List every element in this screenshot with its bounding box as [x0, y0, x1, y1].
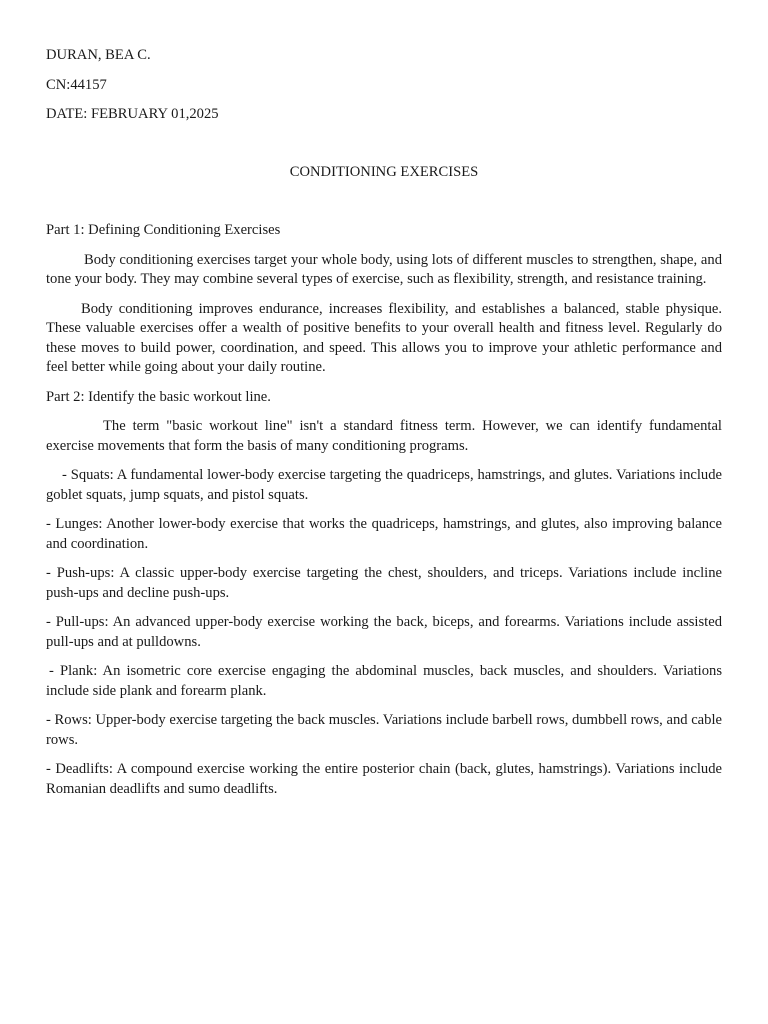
part1-heading: Part 1: Defining Conditioning Exercises — [46, 222, 281, 238]
part1-paragraph: Body conditioning exercises target your whole body, using lots of different muscles to strengthen, shape, and tone your body. They may combine several types of exercise, such as flexibility, strength, and resistance training. — [46, 251, 722, 287]
exercise-item-pull-ups: - Pull-ups: An advanced upper-body exercise working the back, biceps, and forearms. Variations include assisted pull-ups and at pulldowns. — [46, 614, 722, 650]
exercise-item-squats: - Squats: A fundamental lower-body exercise targeting the quadriceps, hamstrings, and glutes. Variations include goblet squats, jump squats, and pistol squats. — [46, 467, 722, 503]
student-name: DURAN, BEA C. — [46, 47, 151, 63]
part1-paragraph: Body conditioning improves endurance, increases flexibility, and establishes a balanced, stable physique. These valuable exercises offer a wealth of positive benefits to your overall health and fitness level. Regularly do these moves to build power, coordination, and speed. This allows you to improve your athletic performance and feel better while going about your daily routine. — [46, 300, 722, 375]
exercise-item-lunges: - Lunges: Another lower-body exercise that works the quadriceps, hamstrings, and glutes, also improving balance and coordination. — [46, 516, 722, 552]
document-date: DATE: FEBRUARY 01,2025 — [46, 106, 219, 122]
part2-heading: Part 2: Identify the basic workout line. — [46, 388, 271, 405]
exercise-item-rows: - Rows: Upper-body exercise targeting the back muscles. Variations include barbell rows, dumbbell rows, and cable rows. — [46, 712, 722, 748]
exercise-item-push-ups: - Push-ups: A classic upper-body exercise targeting the chest, shoulders, and triceps. Variations include incline push-ups and decline push-ups. — [46, 565, 722, 601]
part2-intro: The term "basic workout line" isn't a standard fitness term. However, we can identify fundamental exercise movements that form the basis of many conditioning programs. — [46, 418, 722, 454]
student-cn: CN:44157 — [46, 76, 107, 93]
exercise-item-plank: - Plank: An isometric core exercise engaging the abdominal muscles, back muscles, and shoulders. Variations include side plank and forearm plank. — [46, 663, 722, 699]
exercise-item-deadlifts: - Deadlifts: A compound exercise working the entire posterior chain (back, glutes, hamstrings). Variations include Romanian deadlifts and sumo deadlifts. — [46, 761, 722, 797]
document-title: CONDITIONING EXERCISES — [289, 163, 479, 180]
